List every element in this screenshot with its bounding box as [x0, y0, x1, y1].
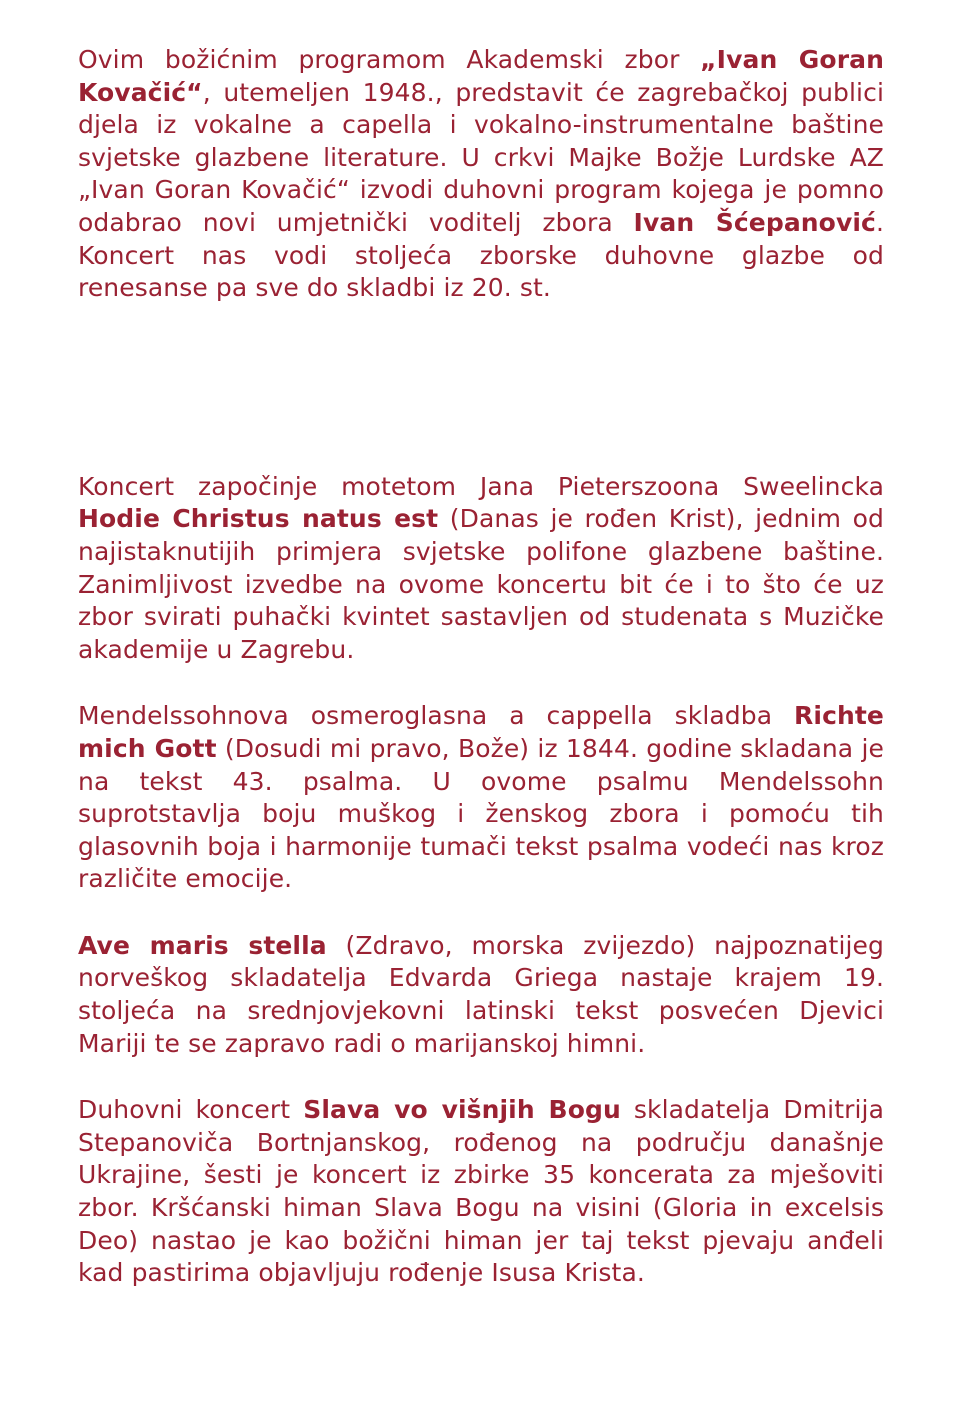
- grieg-text-1: (Zdravo, morska zvijezdo) najpoznatijeg norveškog skladatelja Edvarda Griega nastaje krajem 19. stoljeća na srednjovjekovni latinski tekst posvećen Djevici Mariji te se zapravo radi o marijanskoj himni.: [78, 930, 884, 1058]
- mendelssohn-text-1: Mendelssohnova osmeroglasna a cappella skladba: [78, 701, 795, 731]
- sweelinck-text-1: Koncert započinje motetom Jana Pieterszoona Sweelincka: [78, 471, 884, 501]
- conductor-name: Ivan Šćepanović: [633, 207, 876, 237]
- choir-name: „Ivan Goran Kovačić“: [78, 45, 884, 107]
- bortnyansky-text-1: Duhovni koncert: [78, 1095, 304, 1125]
- bortnyansky-text-2: skladatelja Dmitrija Stepanoviča Bortnjanskog, rođenog na području današnje Ukrajine, šesti je koncert iz zbirke 35 koncerata za mješoviti zbor. Kršćanski himan Slava Bogu na visini (Gloria in excelsis Deo) nastao je kao božični himan jer taj tekst pjevaju anđeli kad pastirima objavljuju rođenje Isusa Krista.: [78, 1095, 885, 1288]
- sweelinck-text-2: (Danas je rođen Krist), jednim od najistaknutijih primjera svjetske polifone glazbene baštine. Zanimljivost izvedbe na ovome koncertu bit će i to što će uz zbor svirati puhački kvintet sastavljen od studenata s Muzičke akademije u Zagrebu.: [78, 504, 884, 664]
- paragraph-mendelssohn: [78, 700, 884, 896]
- paragraph-bortnyansky: [78, 1094, 884, 1290]
- mendelssohn-text-2: (Dosudi mi pravo, Bože) iz 1844. godine skladana je na tekst 43. psalma. U ovome psalmu Mendelssohn suprotstavlja boju muškog i ženskog zbora i pomoću tih glasovnih boja i harmonije tumači tekst psalma vodeći nas kroz različite emocije.: [78, 733, 885, 894]
- program-notes-page: [78, 44, 884, 1290]
- intro-text-2: , utemeljen 1948., predstavit će zagrebačkoj publici djela iz vokalne a capella i vokalno-instrumentalne baštine svjetske glazbene literature. U crkvi Majke Božje Lurdske AZ „Ivan Goran Kovačić“ izvodi duhovni program kojega je pomno odabrao novi umjetnički voditelj zbora: [78, 77, 884, 237]
- paragraph-grieg: [78, 930, 884, 1060]
- bortnyansky-work-title: Slava vo višnjih Bogu: [303, 1095, 621, 1125]
- paragraph-intro: [78, 44, 884, 305]
- paragraph-sweelinck: [78, 471, 884, 667]
- mendelssohn-work-title: Richte mich Gott: [78, 701, 884, 763]
- intro-text-1: Ovim božićnim programom Akademski zbor: [78, 45, 701, 74]
- intro-text-3: . Koncert nas vodi stoljeća zborske duhovne glazbe od renesanse pa sve do skladbi iz 20. st.: [78, 207, 884, 303]
- sweelinck-work-title: Hodie Christus natus est: [78, 504, 439, 534]
- grieg-work-title: Ave maris stella: [78, 930, 327, 960]
